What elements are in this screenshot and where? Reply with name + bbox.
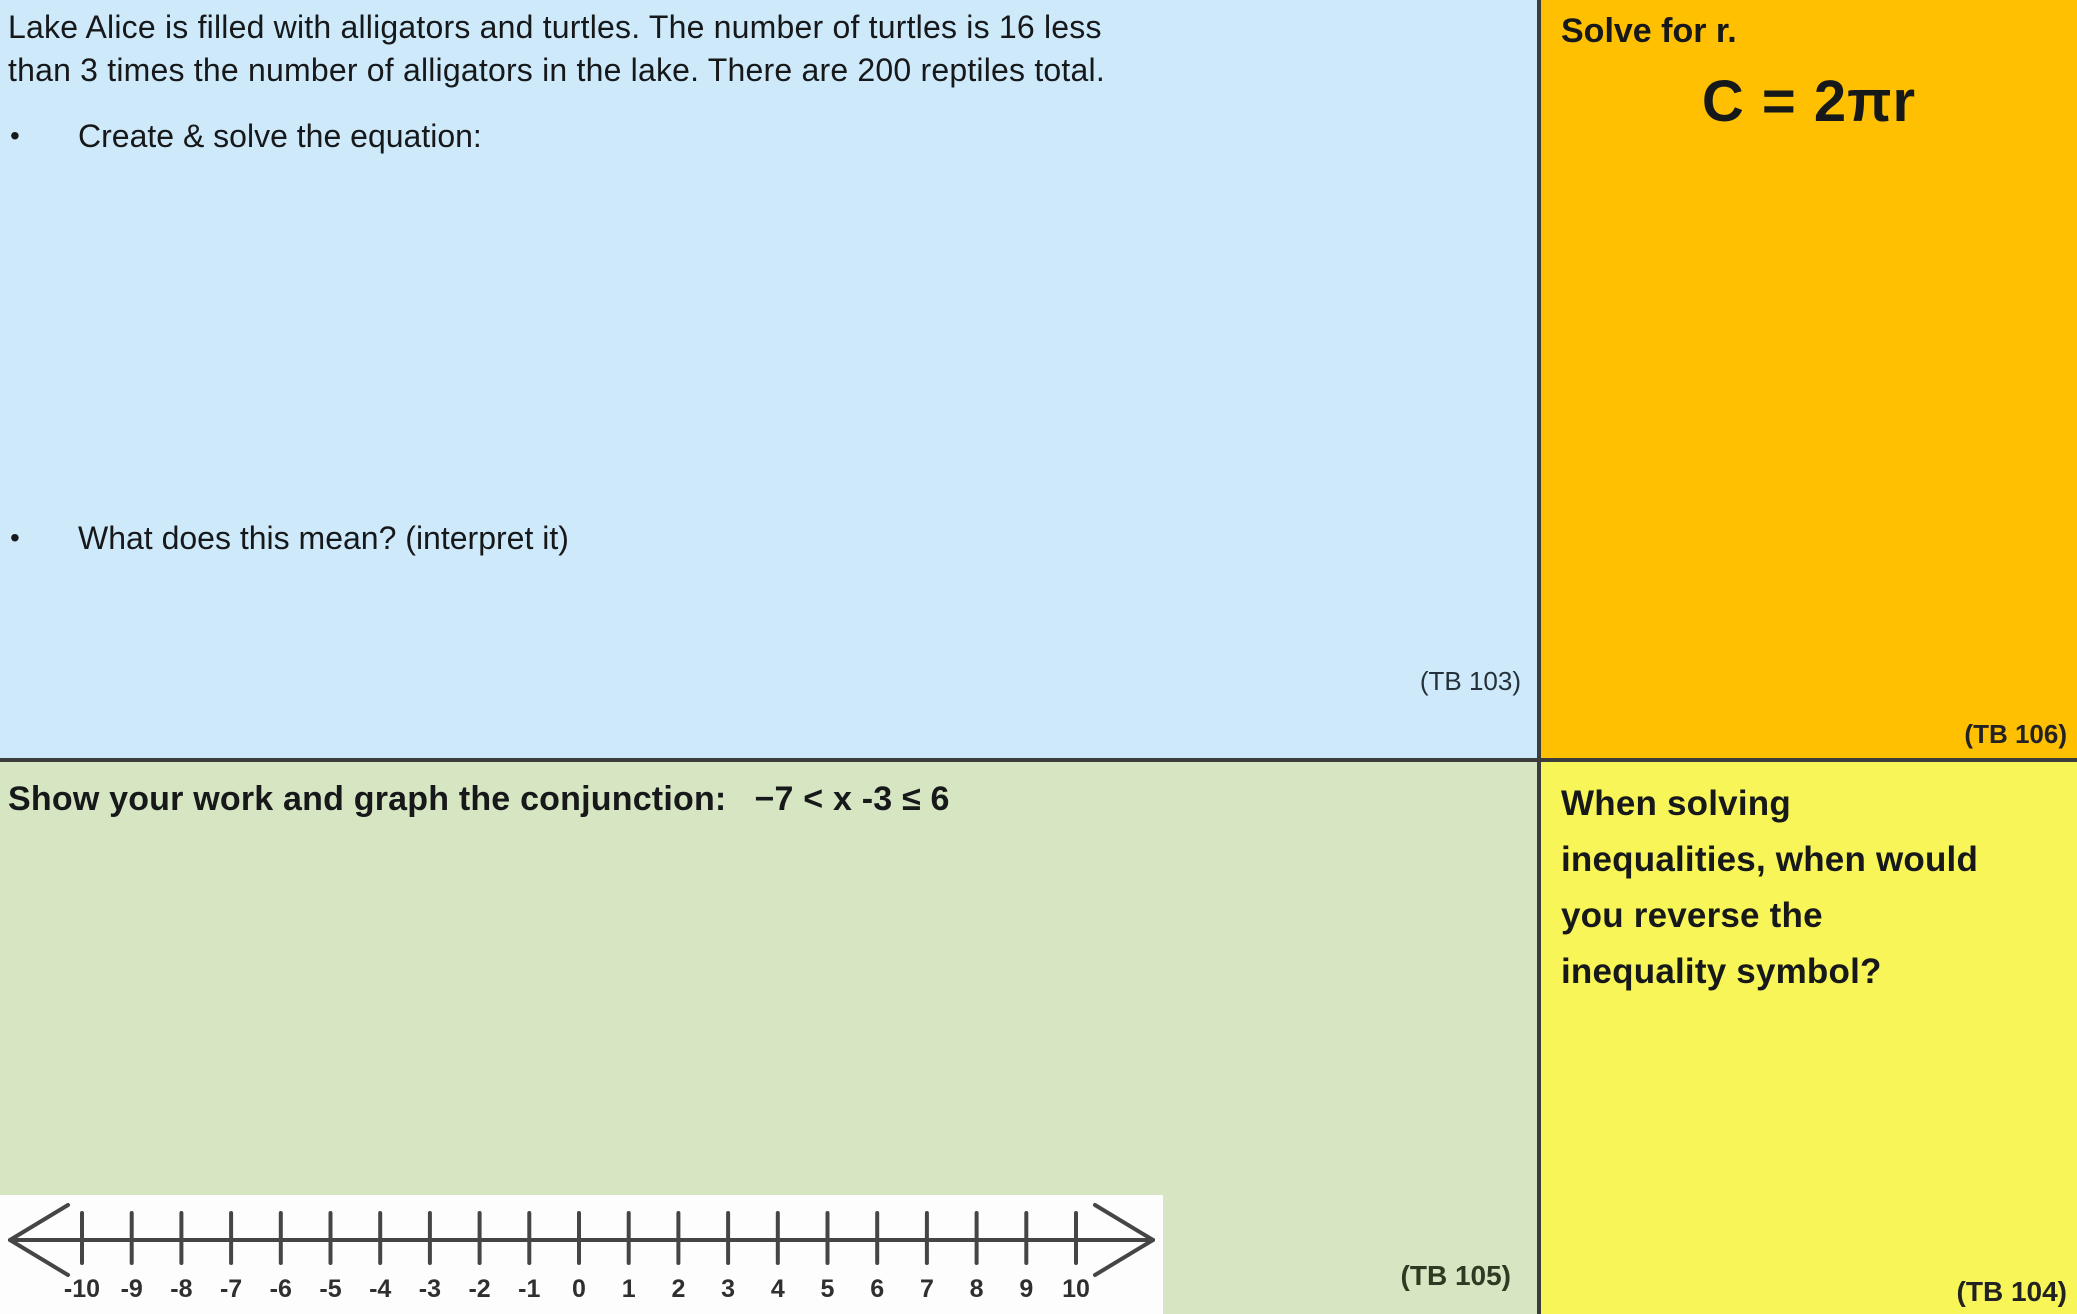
tick-label: -4: [369, 1275, 392, 1303]
question-line: you reverse the: [1561, 896, 1823, 935]
problem-line: than 3 times the number of alligators in the lake. There are 200 reptiles total.: [8, 52, 1105, 88]
solve-title: Solve for r.: [1561, 12, 1737, 50]
bullet-label: Create & solve the equation:: [78, 118, 482, 154]
panel-inequality-question: [1541, 762, 2077, 1314]
bullet-icon: •: [10, 120, 20, 151]
circumference-formula: C = 2πr: [1701, 69, 1917, 134]
question-line: inequalities, when would: [1561, 840, 1979, 879]
problem-text: [8, 6, 1508, 92]
panel-conjunction: [0, 762, 1537, 1314]
tick-label: 1: [621, 1275, 636, 1303]
tick-label: 3: [721, 1275, 736, 1303]
bullet-label: What does this mean? (interpret it): [78, 520, 569, 556]
tick-label: 2: [671, 1275, 686, 1303]
tick-label: -10: [63, 1275, 101, 1303]
tick-label: 9: [1019, 1275, 1034, 1303]
question-line: When solving: [1561, 784, 1791, 823]
tick-label: 6: [870, 1275, 885, 1303]
question-line: inequality symbol?: [1561, 952, 1882, 991]
tick-label: -9: [120, 1275, 143, 1303]
tick-label: 0: [572, 1275, 586, 1303]
conjunction-prompt: Show your work and graph the conjunction:: [8, 780, 727, 818]
conjunction-heading: [8, 780, 950, 819]
tick-label: 7: [919, 1275, 934, 1303]
tick-label: 8: [969, 1275, 984, 1303]
textbook-ref-tb103: (TB 103): [1419, 666, 1521, 696]
tick-label: -7: [219, 1275, 243, 1303]
tick-label: -6: [269, 1275, 292, 1303]
textbook-ref-tb106: (TB 106): [1964, 719, 2067, 749]
panel-word-problem: [0, 0, 1537, 758]
tick-label: 10: [1062, 1275, 1090, 1303]
tick-label: 5: [820, 1275, 835, 1303]
inequality-question: [1561, 776, 2061, 1000]
tick-label: -3: [418, 1275, 442, 1303]
tick-label: -5: [319, 1275, 342, 1303]
bullet-create-equation: [10, 118, 482, 155]
number-line-svg: [0, 1195, 1163, 1314]
textbook-ref-tb105: (TB 105): [1400, 1260, 1511, 1291]
number-line: [0, 1195, 1163, 1314]
tick-label: -8: [170, 1275, 193, 1303]
tick-label: -2: [468, 1275, 491, 1303]
bullet-interpret: [10, 520, 569, 557]
tick-label: 4: [770, 1275, 785, 1303]
bullet-icon: •: [10, 522, 20, 553]
textbook-ref-tb104: (TB 104): [1956, 1276, 2067, 1307]
conjunction-expression: −7 < x -3 ≤ 6: [754, 780, 950, 818]
problem-line: Lake Alice is filled with alligators and turtles. The number of turtles is 16 less: [8, 9, 1102, 45]
tick-label: -1: [518, 1275, 541, 1303]
panel-solve-for-r: [1541, 0, 2077, 758]
